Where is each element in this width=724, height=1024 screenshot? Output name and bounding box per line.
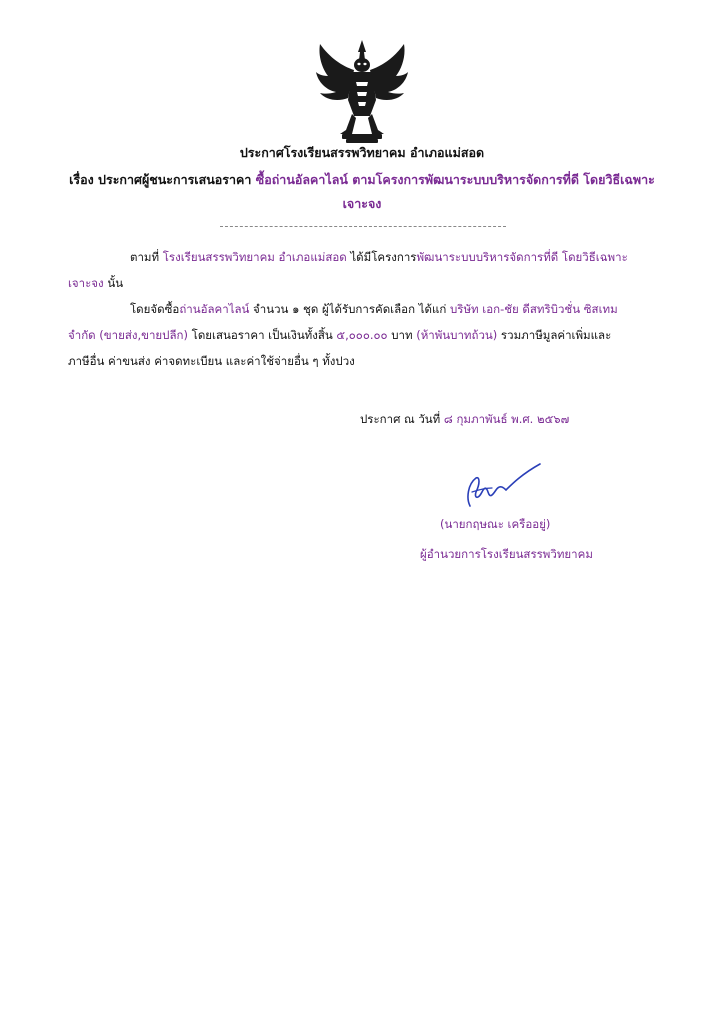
subject-prefix: เรื่อง ประกาศผู้ชนะการเสนอราคา [69,172,252,187]
signer-position: ผู้อำนวยการโรงเรียนสรรพวิทยาคม [420,547,593,561]
paragraph-winner [68,296,654,374]
text-segment: โดยจัดซื้อ [130,302,180,316]
date-prefix: ประกาศ ณ วันที่ [360,412,444,426]
subject-continuation: เจาะจง [342,196,382,211]
vendor-name: บริษัท เอก-ชัย ดีสทริบิวชั่น ซิสเทม [449,302,618,316]
garuda-emblem-icon [312,38,412,144]
text-segment: ตามที่ [130,250,163,264]
signer-name: (นายกฤษณะ เครืออยู่) [440,517,551,531]
school-name: โรงเรียนสรรพวิทยาคม อำเภอแม่สอด [162,250,347,264]
project-name-cont: เจาะจง [68,276,104,290]
paragraph-line [68,322,654,348]
price-amount: ๕,๐๐๐.๐๐ [336,328,388,342]
text-segment: ภาษีอื่น ค่าขนส่ง ค่าจดทะเบียน และค่าใช้จ่ายอื่น ๆ ทั้งปวง [68,354,355,368]
subject-highlight: ซื้อถ่านอัลคาไลน์ ตามโครงการพัฒนาระบบบริหารจัดการที่ดี โดยวิธีเฉพาะ [255,172,655,187]
text-segment: จำนวน ๑ ชุด ผู้ได้รับการคัดเลือก ได้แก่ [249,302,450,316]
text-segment: ได้มีโครงการ [346,250,417,264]
dashed-divider [220,226,506,227]
text-segment: นั้น [103,276,124,290]
item-name: ถ่านอัลคาไลน์ [179,302,250,316]
announcement-subject [0,171,724,189]
text-segment: โดยเสนอราคา เป็นเงินทั้งสิ้น [187,328,337,342]
paragraph-line [68,348,654,374]
announcement-title: ประกาศโรงเรียนสรรพวิทยาคม อำเภอแม่สอด [239,145,485,160]
price-in-words: (ห้าพันบาทถ้วน) [416,328,498,342]
paragraph-line [68,244,654,270]
paragraph-line [68,270,654,296]
paragraph-line [68,296,654,322]
text-segment: รวมภาษีมูลค่าเพิ่มและ [497,328,612,342]
text-segment: บาท [387,328,417,342]
date-value: ๘ กุมภาพันธ์ พ.ศ. ๒๕๖๗ [443,412,570,426]
project-name: พัฒนาระบบบริหารจัดการที่ดี โดยวิธีเฉพาะ [416,250,628,264]
vendor-name-cont: จำกัด (ขายส่ง,ขายปลีก) [68,328,188,342]
paragraph-project [68,244,654,296]
handwritten-signature-icon [456,462,546,512]
announce-date [360,410,569,428]
